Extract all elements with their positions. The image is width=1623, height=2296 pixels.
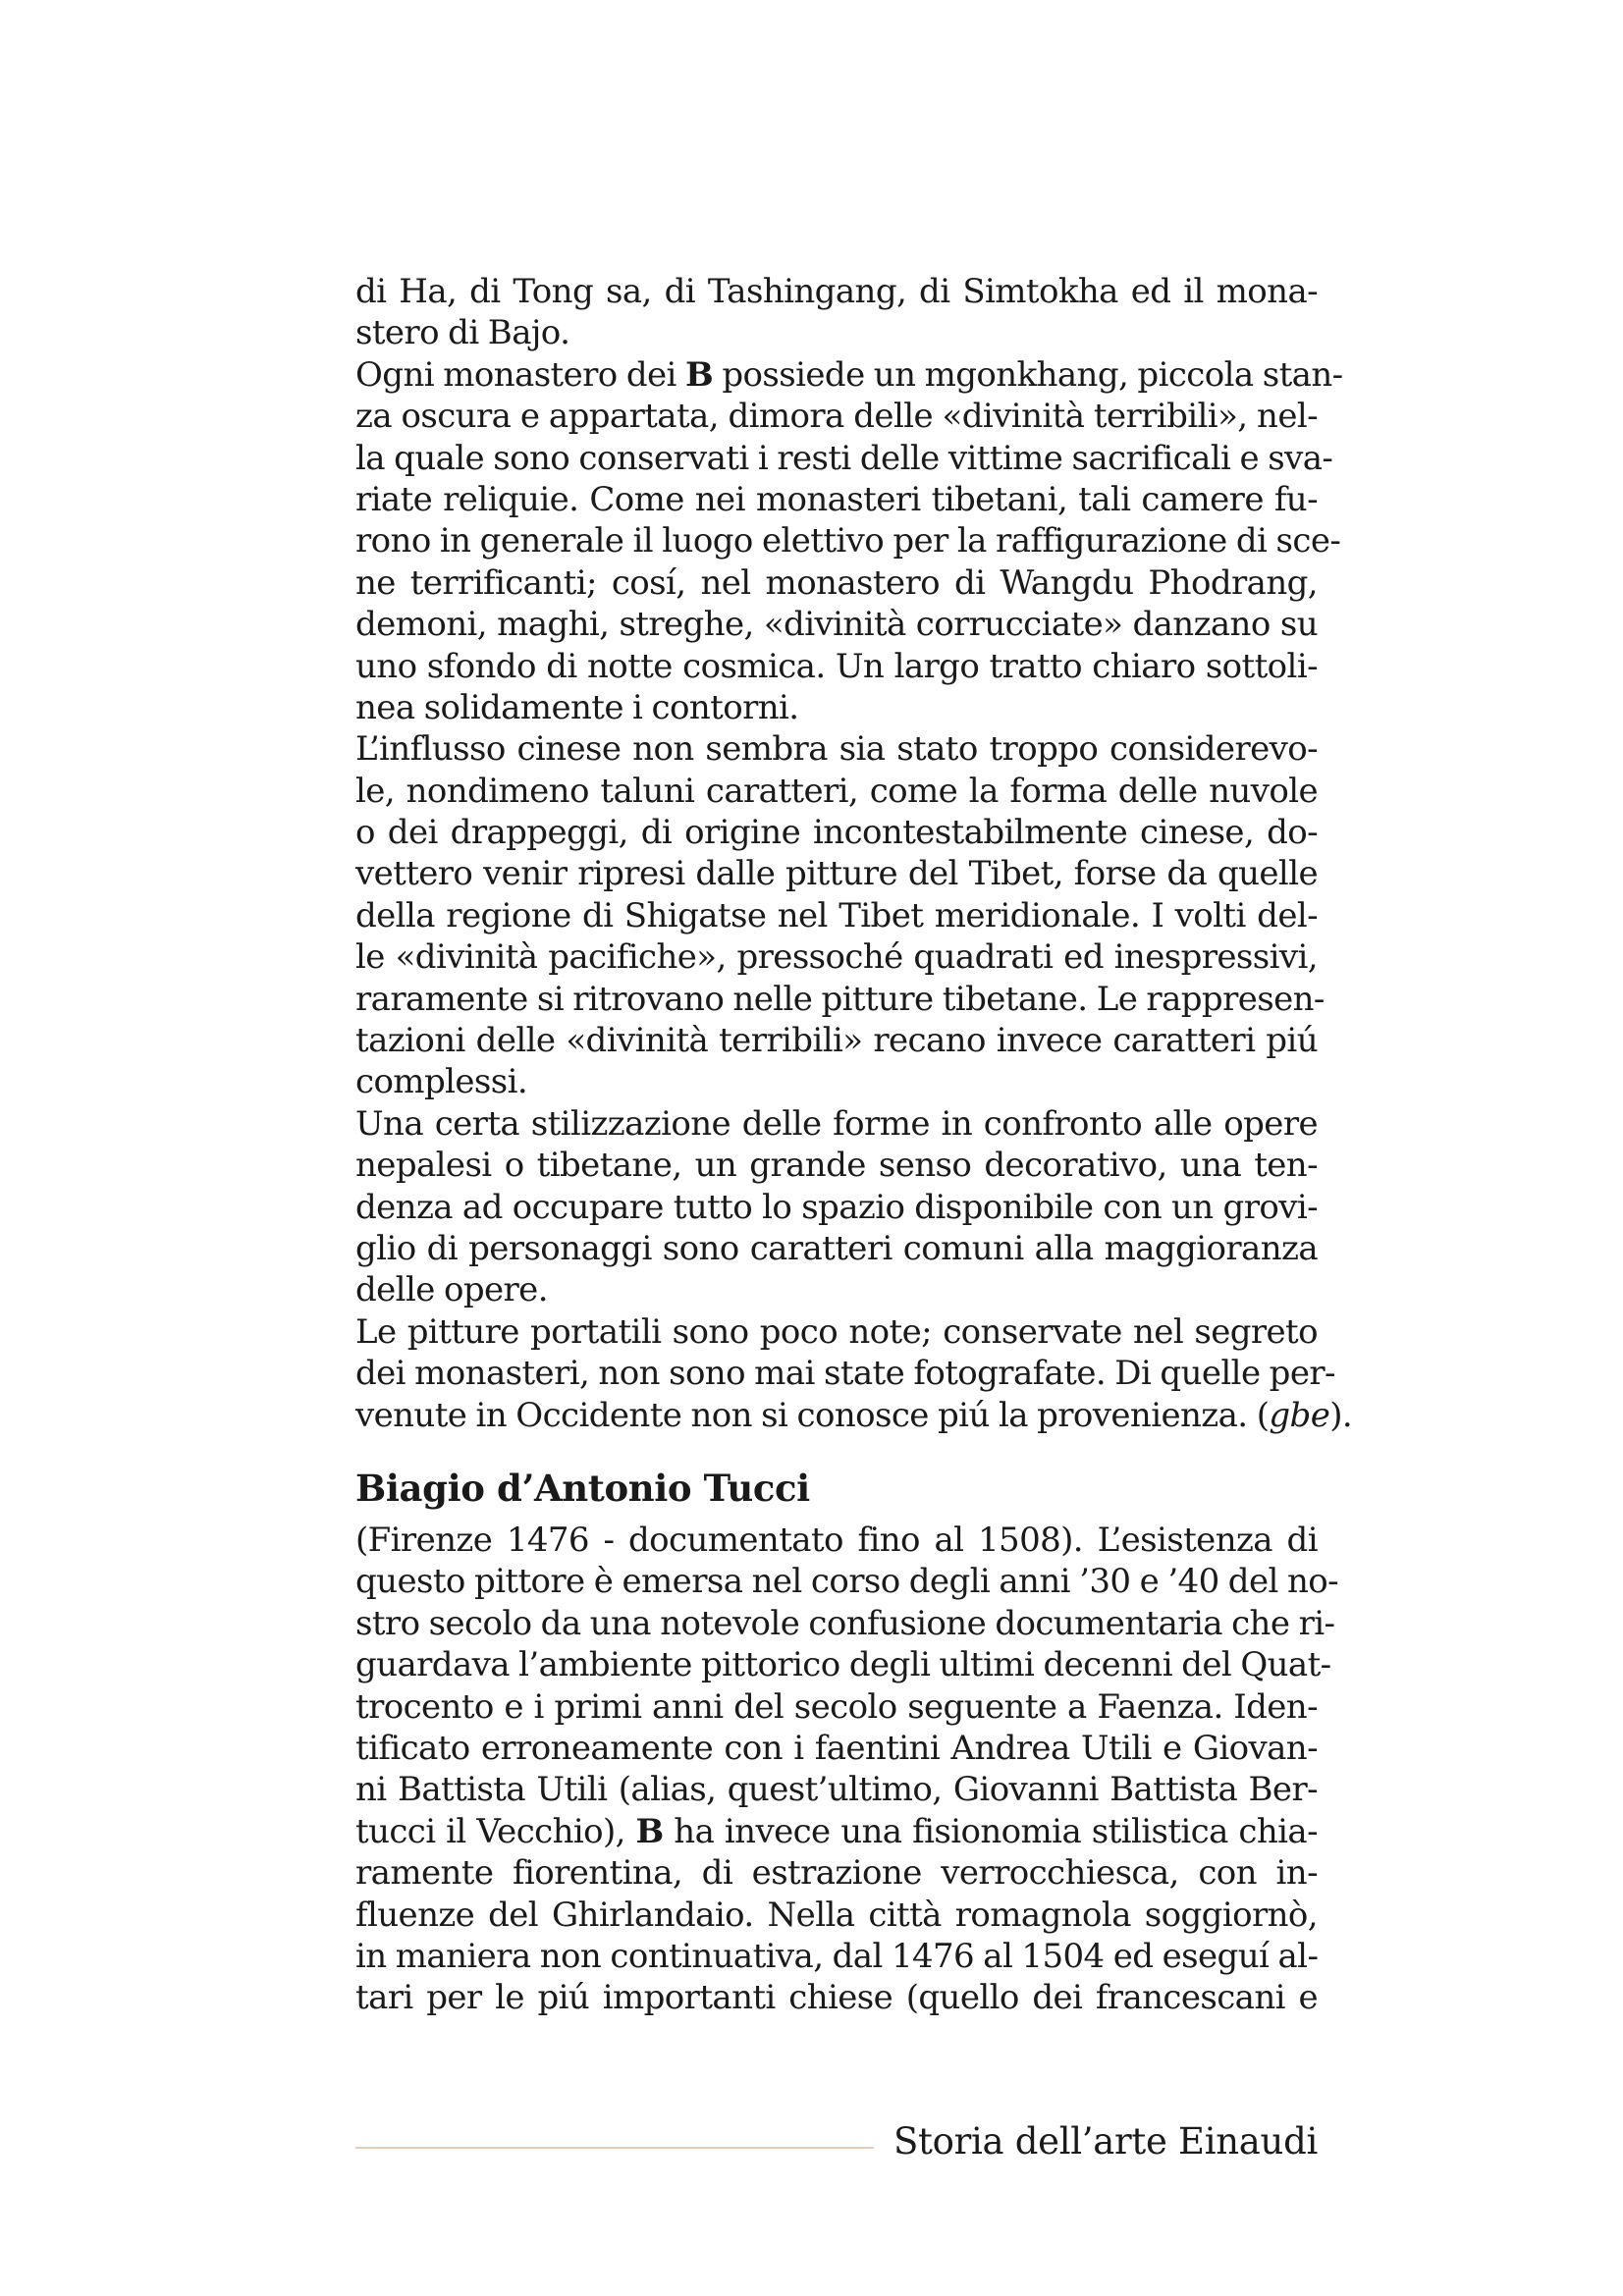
text-segment: ha invece una fisionomia stilistica chia-: [663, 1811, 1318, 1851]
text-segment: in maniera non continuativa, dal 1476 al 1504 ed eseguí al-: [355, 1936, 1319, 1976]
text-line: [355, 771, 1318, 812]
text-segment: L’influsso cinese non sembra sia stato troppo considerevo-: [355, 729, 1318, 770]
text-segment: dei monasteri, non sono mai state fotografate. Di quelle per-: [355, 1354, 1335, 1394]
text-line: [355, 1145, 1318, 1186]
body-text-bottom: [355, 1520, 1339, 2019]
text-segment: complessi.: [355, 1062, 528, 1102]
text-line: [355, 1561, 1339, 1602]
footer-rule: [355, 2147, 874, 2149]
text-line: [355, 1520, 1318, 1561]
text-line: [355, 936, 1318, 978]
text-segment: tazioni delle «divinità terribili» recano invece caratteri piú: [355, 1021, 1318, 1061]
text-line: [355, 687, 1318, 728]
text-segment: nea solidamente i contorni.: [355, 687, 799, 727]
text-segment: possiede un mgonkhang, piccola stan-: [713, 354, 1343, 395]
text-line: [355, 1311, 1318, 1353]
text-line: [355, 1728, 1318, 1769]
text-line: [355, 1895, 1318, 1936]
text-segment: trocento e i primi anni del secolo seguente a Faenza. Iden-: [355, 1686, 1318, 1727]
text-segment: riate reliquie. Come nei monasteri tibetani, tali camere fu-: [355, 479, 1318, 519]
text-segment: (Firenze 1476 - documentato fino al 1508). L’esistenza di: [355, 1521, 1318, 1560]
text-segment: della regione di Shigatse nel Tibet meridionale. I volti del-: [355, 895, 1318, 935]
text-segment: stro secolo da una notevole confusione documentaria che ri-: [355, 1603, 1335, 1643]
text-line: [355, 1977, 1318, 2018]
text-line: [355, 396, 1318, 437]
text-segment: la quale sono conservati i resti delle vittime sacrificali e sva-: [355, 438, 1333, 478]
text-segment: ni Battista Utili (alias, quest’ultimo, Giovanni Battista Ber-: [355, 1770, 1318, 1810]
text-line: [355, 853, 1318, 894]
text-segment: tificato erroneamente con i faentini Andrea Utili e Giovan-: [355, 1728, 1318, 1768]
text-line: [355, 1769, 1318, 1810]
text-line: [355, 812, 1318, 853]
text-segment: venute in Occidente non si conosce piú la provenienza. (: [355, 1395, 1270, 1435]
text-segment: ramente fiorentina, di estrazione verrocchiesca, con in-: [355, 1853, 1318, 1894]
text-segment: o dei drappeggi, di origine incontestabilmente cinese, do-: [355, 813, 1318, 853]
text-line: [355, 1603, 1335, 1644]
text-line: [355, 1395, 1353, 1436]
text-line: [355, 520, 1341, 561]
entry-heading: Biagio d’Antonio Tucci: [355, 1467, 810, 1510]
text-line: [355, 1103, 1318, 1145]
text-segment: za oscura e appartata, dimora delle «divinità terribili», nel-: [355, 397, 1318, 437]
text-line: [355, 895, 1318, 936]
text-line: [355, 1644, 1331, 1685]
text-segment: guardava l’ambiente pittorico degli ultimi decenni del Quat-: [355, 1645, 1331, 1685]
text-line: [355, 271, 1318, 312]
text-line: [355, 354, 1343, 396]
text-line: [355, 438, 1333, 479]
text-segment: le «divinità pacifiche», pressoché quadrati ed inespressivi,: [355, 937, 1318, 978]
text-segment: di Ha, di Tong sa, di Tashingang, di Simtokha ed il mona-: [355, 272, 1318, 311]
text-segment: stero di Bajo.: [355, 313, 570, 353]
bold-abbreviation: B: [685, 354, 714, 395]
text-line: [355, 979, 1325, 1020]
text-line: [355, 1020, 1318, 1061]
text-segment: tucci il Vecchio),: [355, 1811, 636, 1851]
text-segment: fluenze del Ghirlandaio. Nella città romagnola soggiornò,: [355, 1895, 1318, 1935]
body-text-top: [355, 271, 1353, 1436]
text-segment: tari per le piú importanti chiese (quello dei francescani e: [355, 1978, 1318, 2018]
text-segment: le, nondimeno taluni caratteri, come la forma delle nuvole: [355, 771, 1318, 811]
author-initials: gbe: [1269, 1395, 1330, 1435]
text-line: [355, 1811, 1318, 1852]
text-segment: Ogni monastero dei: [355, 354, 686, 395]
text-segment: Una certa stilizzazione delle forme in confronto alle opere: [355, 1103, 1318, 1144]
text-segment: ne terrificanti; cosí, nel monastero di Wangdu Phodrang,: [355, 562, 1318, 603]
text-segment: rono in generale il luogo elettivo per la raffigurazione di sce-: [355, 521, 1341, 561]
text-line: [355, 562, 1318, 604]
text-line: [355, 1353, 1335, 1394]
text-segment: demoni, maghi, streghe, «divinità corrucciate» danzano su: [355, 605, 1318, 645]
text-line: [355, 604, 1318, 645]
text-line: [355, 1936, 1318, 1977]
text-line: [355, 312, 1318, 353]
text-segment: ).: [1329, 1395, 1353, 1435]
text-segment: nepalesi o tibetane, un grande senso decorativo, una ten-: [355, 1146, 1318, 1186]
text-segment: denza ad occupare tutto lo spazio disponibile con un grovi-: [355, 1187, 1318, 1227]
text-segment: questo pittore è emersa nel corso degli anni ’30 e ’40 del no-: [355, 1562, 1339, 1602]
text-segment: vettero venir ripresi dalle pitture del Tibet, forse da quelle: [355, 854, 1318, 894]
text-line: [355, 728, 1318, 770]
text-segment: glio di personaggi sono caratteri comuni alla maggioranza: [355, 1228, 1318, 1268]
text-line: [355, 1269, 1318, 1310]
text-line: [355, 1061, 1318, 1102]
text-line: [355, 1852, 1318, 1894]
text-segment: uno sfondo di notte cosmica. Un largo tratto chiaro sottoli-: [355, 646, 1318, 686]
bold-abbreviation: B: [635, 1811, 664, 1851]
text-line: [355, 1187, 1318, 1228]
footer-title: Storia dell’arte Einaudi: [893, 2120, 1318, 2163]
text-line: [355, 1228, 1318, 1269]
text-segment: raramente si ritrovano nelle pitture tibetane. Le rappresen-: [355, 979, 1325, 1019]
text-segment: Le pitture portatili sono poco note; conservate nel segreto: [355, 1311, 1318, 1352]
text-line: [355, 1686, 1318, 1728]
text-segment: delle opere.: [355, 1270, 548, 1310]
text-line: [355, 479, 1318, 520]
text-line: [355, 646, 1318, 687]
